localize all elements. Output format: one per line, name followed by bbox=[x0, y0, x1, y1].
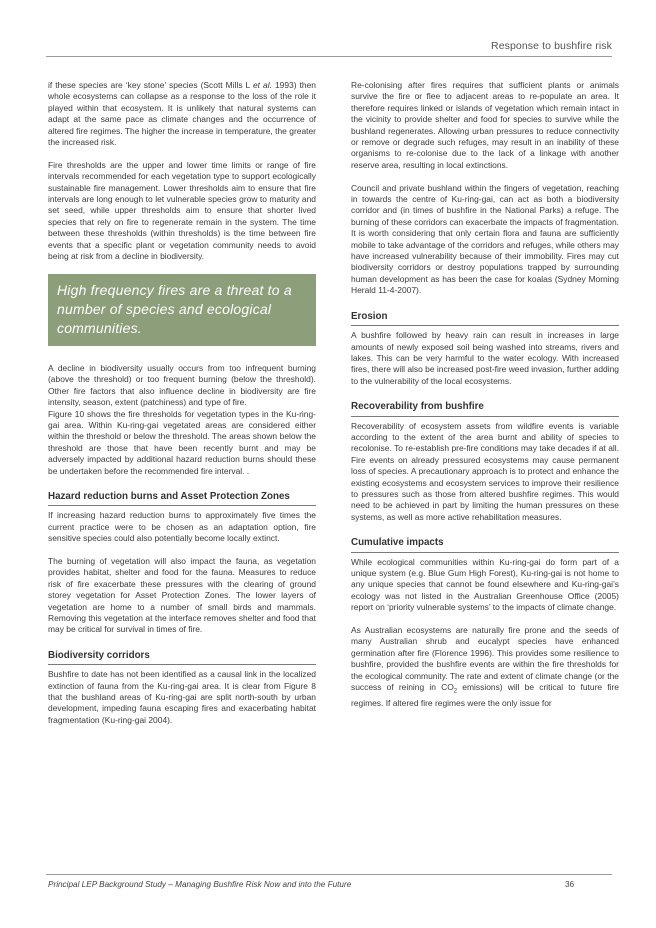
callout-box: High frequency fires are a threat to a number of species and ecological communities. bbox=[48, 274, 316, 346]
paragraph-figure-10: Figure 10 shows the fire thresholds for vegetation types in the Ku-ring-gai area. Within Ku-ring-gai vegetated areas are considered either within the threshold or below the threshold. The areas shown below the threshold are those that have been recently burnt and may be adversely impacted by additional hazard reduction burns should these be undertaken before the recommended fire interval. . bbox=[48, 408, 316, 476]
heading-biodiversity-corridors: Biodiversity corridors bbox=[48, 650, 316, 665]
right-column bbox=[351, 80, 619, 721]
paragraph-keystone bbox=[48, 80, 316, 148]
heading-hazard-reduction: Hazard reduction burns and Asset Protection Zones bbox=[48, 491, 316, 506]
paragraph-recolonising: Re-colonising after fires requires that sufficient plants or animals survive the fire or flee to adjacent areas to re-populate an area. It therefore requires linked or islands of vegetation which remain intact in the vicinity to provide shelter and food for species to survive while the bushland regenerates. Allowing urban pressures to reduce connectivity or remove or degrade such refuges, may result in an inability of these organisms to re-colonise due to the lack of a linkage with another reserve area, resulting in local extinctions. bbox=[351, 80, 619, 170]
paragraph-text: 1993) then whole ecosystems can collapse as a response to the loss of the role it played within that ecosystem. It is unlikely that natural systems can adapt at the same pace as climate changes and the occurrence of altered fire regimes. The higher the increase in temperature, the greater the increased risk. bbox=[48, 80, 316, 148]
paragraph-text: emissions) will be critical to future fire regimes. If altered fire regimes were the only issue for bbox=[351, 682, 619, 709]
subscript-2: 2 bbox=[453, 688, 458, 695]
italic-et-al: et al. bbox=[252, 80, 272, 90]
running-header: Response to bushfire risk bbox=[491, 40, 612, 52]
heading-recoverability: Recoverability from bushfire bbox=[351, 401, 619, 416]
paragraph-recoverability: Recoverability of ecosystem assets from wildfire events is variable according to the extent of the area burnt and ability of species to recolonise. To re-establish pre-fire conditions may take decades if at all. Fire events on already pressured ecosystems may cause permanent loss of species. A precautionary approach is to protect and enhance the existing ecosystems and ecosystem services to improve their resilience to pressures such as those from altered bushfire regimes. This would need to be achieved in part by limiting the human pressures on these systems, as well as more active rehabilitation measures. bbox=[351, 420, 619, 522]
footer-rule bbox=[46, 874, 612, 875]
paragraph-fire-thresholds: Fire thresholds are the upper and lower time limits or range of fire intervals recommended for each vegetation type to support ecologically sustainable fire management. Lower thresholds aim to ensure that fire intervals are long enough to let vulnerable species grow to maturity and set seed, while upper thresholds aim to ensure that shorter lived species that rely on fire to regenerate remain in the system. The time between these thresholds (within thresholds) is the time between fire events that a specific plant or vegetation community needs to avoid being at risk from a decline in biodiversity. bbox=[48, 159, 316, 262]
paragraph-text: if these species are ‘key stone’ species (Scott Mills L bbox=[48, 80, 253, 90]
page-number: 36 bbox=[565, 880, 575, 889]
paragraph-council-bushland: Council and private bushland within the fingers of vegetation, reaching in towards the centre of Ku-ring-gai, can act as both a biodiversity corridor and (in times of bushfire in the National Parks) a refuge. The burning of these corridors can exacerbate the impacts of fragmentation. It is worth considering that only certain flora and fauna are sufficiently mobile to take advantage of the corridors and refuges, while others may have increased vulnerability because of their immobility. Fires may cut biodiversity corridors or destroy populations trapped by surrounding human development as has been the case for koalas (Sydney Morning Herald 11-4-2007). bbox=[351, 182, 619, 296]
heading-erosion: Erosion bbox=[351, 311, 619, 326]
paragraph-text: As Australian ecosystems are naturally fire prone and the seeds of many Australian shrub and eucalypt species have enhanced germination after fire (Florence 1996). This provides some resilience to bushfire, provided the bushfire events are within the fire thresholds for the ecological community. The rate and extent of climate change (or the success of reining in CO bbox=[351, 625, 619, 693]
paragraph-fauna-impact: The burning of vegetation will also impact the fauna, as vegetation provides habitat, shelter and food for the fauna. Measures to reduce risk of fire exacerbate these pressures with the clearing of ground storey vegetation for Asset Protection Zones. The lower layers of vegetation are home to a number of small birds and mammals. Removing this vegetation at the interface removes shelter and food that may be critical for survival in times of fire. bbox=[48, 555, 316, 635]
paragraph-erosion: A bushfire followed by heavy rain can result in increases in large amounts of newly exposed soil being washed into streams, rivers and lakes. This can be very harmful to the water ecology. With increased fires, there will also be increased post-fire weed invasion, further adding to the vulnerability of the local ecosystems. bbox=[351, 330, 619, 386]
paragraph-corridors: Bushfire to date has not been identified as a causal link in the localized extinction of fauna from the Ku-ring-gai area. It is clear from Figure 8 that the bushland areas of Ku-ring-gai are split north-south by urban development, impeding fauna escaping fires and exacerbating habitat fragmentation (Ku-ring-gai 2004). bbox=[48, 669, 316, 725]
footer-title: Principal LEP Background Study – Managing Bushfire Risk Now and into the Future bbox=[48, 880, 352, 889]
paragraph-fire-prone bbox=[351, 625, 619, 710]
paragraph-cumulative: While ecological communities within Ku-ring-gai do form part of a unique system (e.g. Blue Gum High Forest), Ku-ring-gai is not home to any unique species that cannot be found elsewhere and Ku-ring-gai’s ecology was not listed in the Australian Greenhouse Office (2005) report on ‘priority vulnerable systems’ to the impacts of climate change. bbox=[351, 556, 619, 613]
heading-cumulative-impacts: Cumulative impacts bbox=[351, 537, 619, 552]
header-rule bbox=[46, 56, 612, 57]
left-column bbox=[48, 80, 316, 738]
paragraph-hazard-burns: If increasing hazard reduction burns to approximately five times the current practice were to be chosen as an adaptation option, fire sensitive species could also potentially become locally extinct. bbox=[48, 510, 316, 544]
paragraph-biodiversity-decline: A decline in biodiversity usually occurs from too infrequent burning (above the threshold) or too frequent burning (below the threshold). Other fire factors that also influence decline in biodiversity are fire intensity, season, extent (patchiness) and type of fire. bbox=[48, 362, 316, 408]
